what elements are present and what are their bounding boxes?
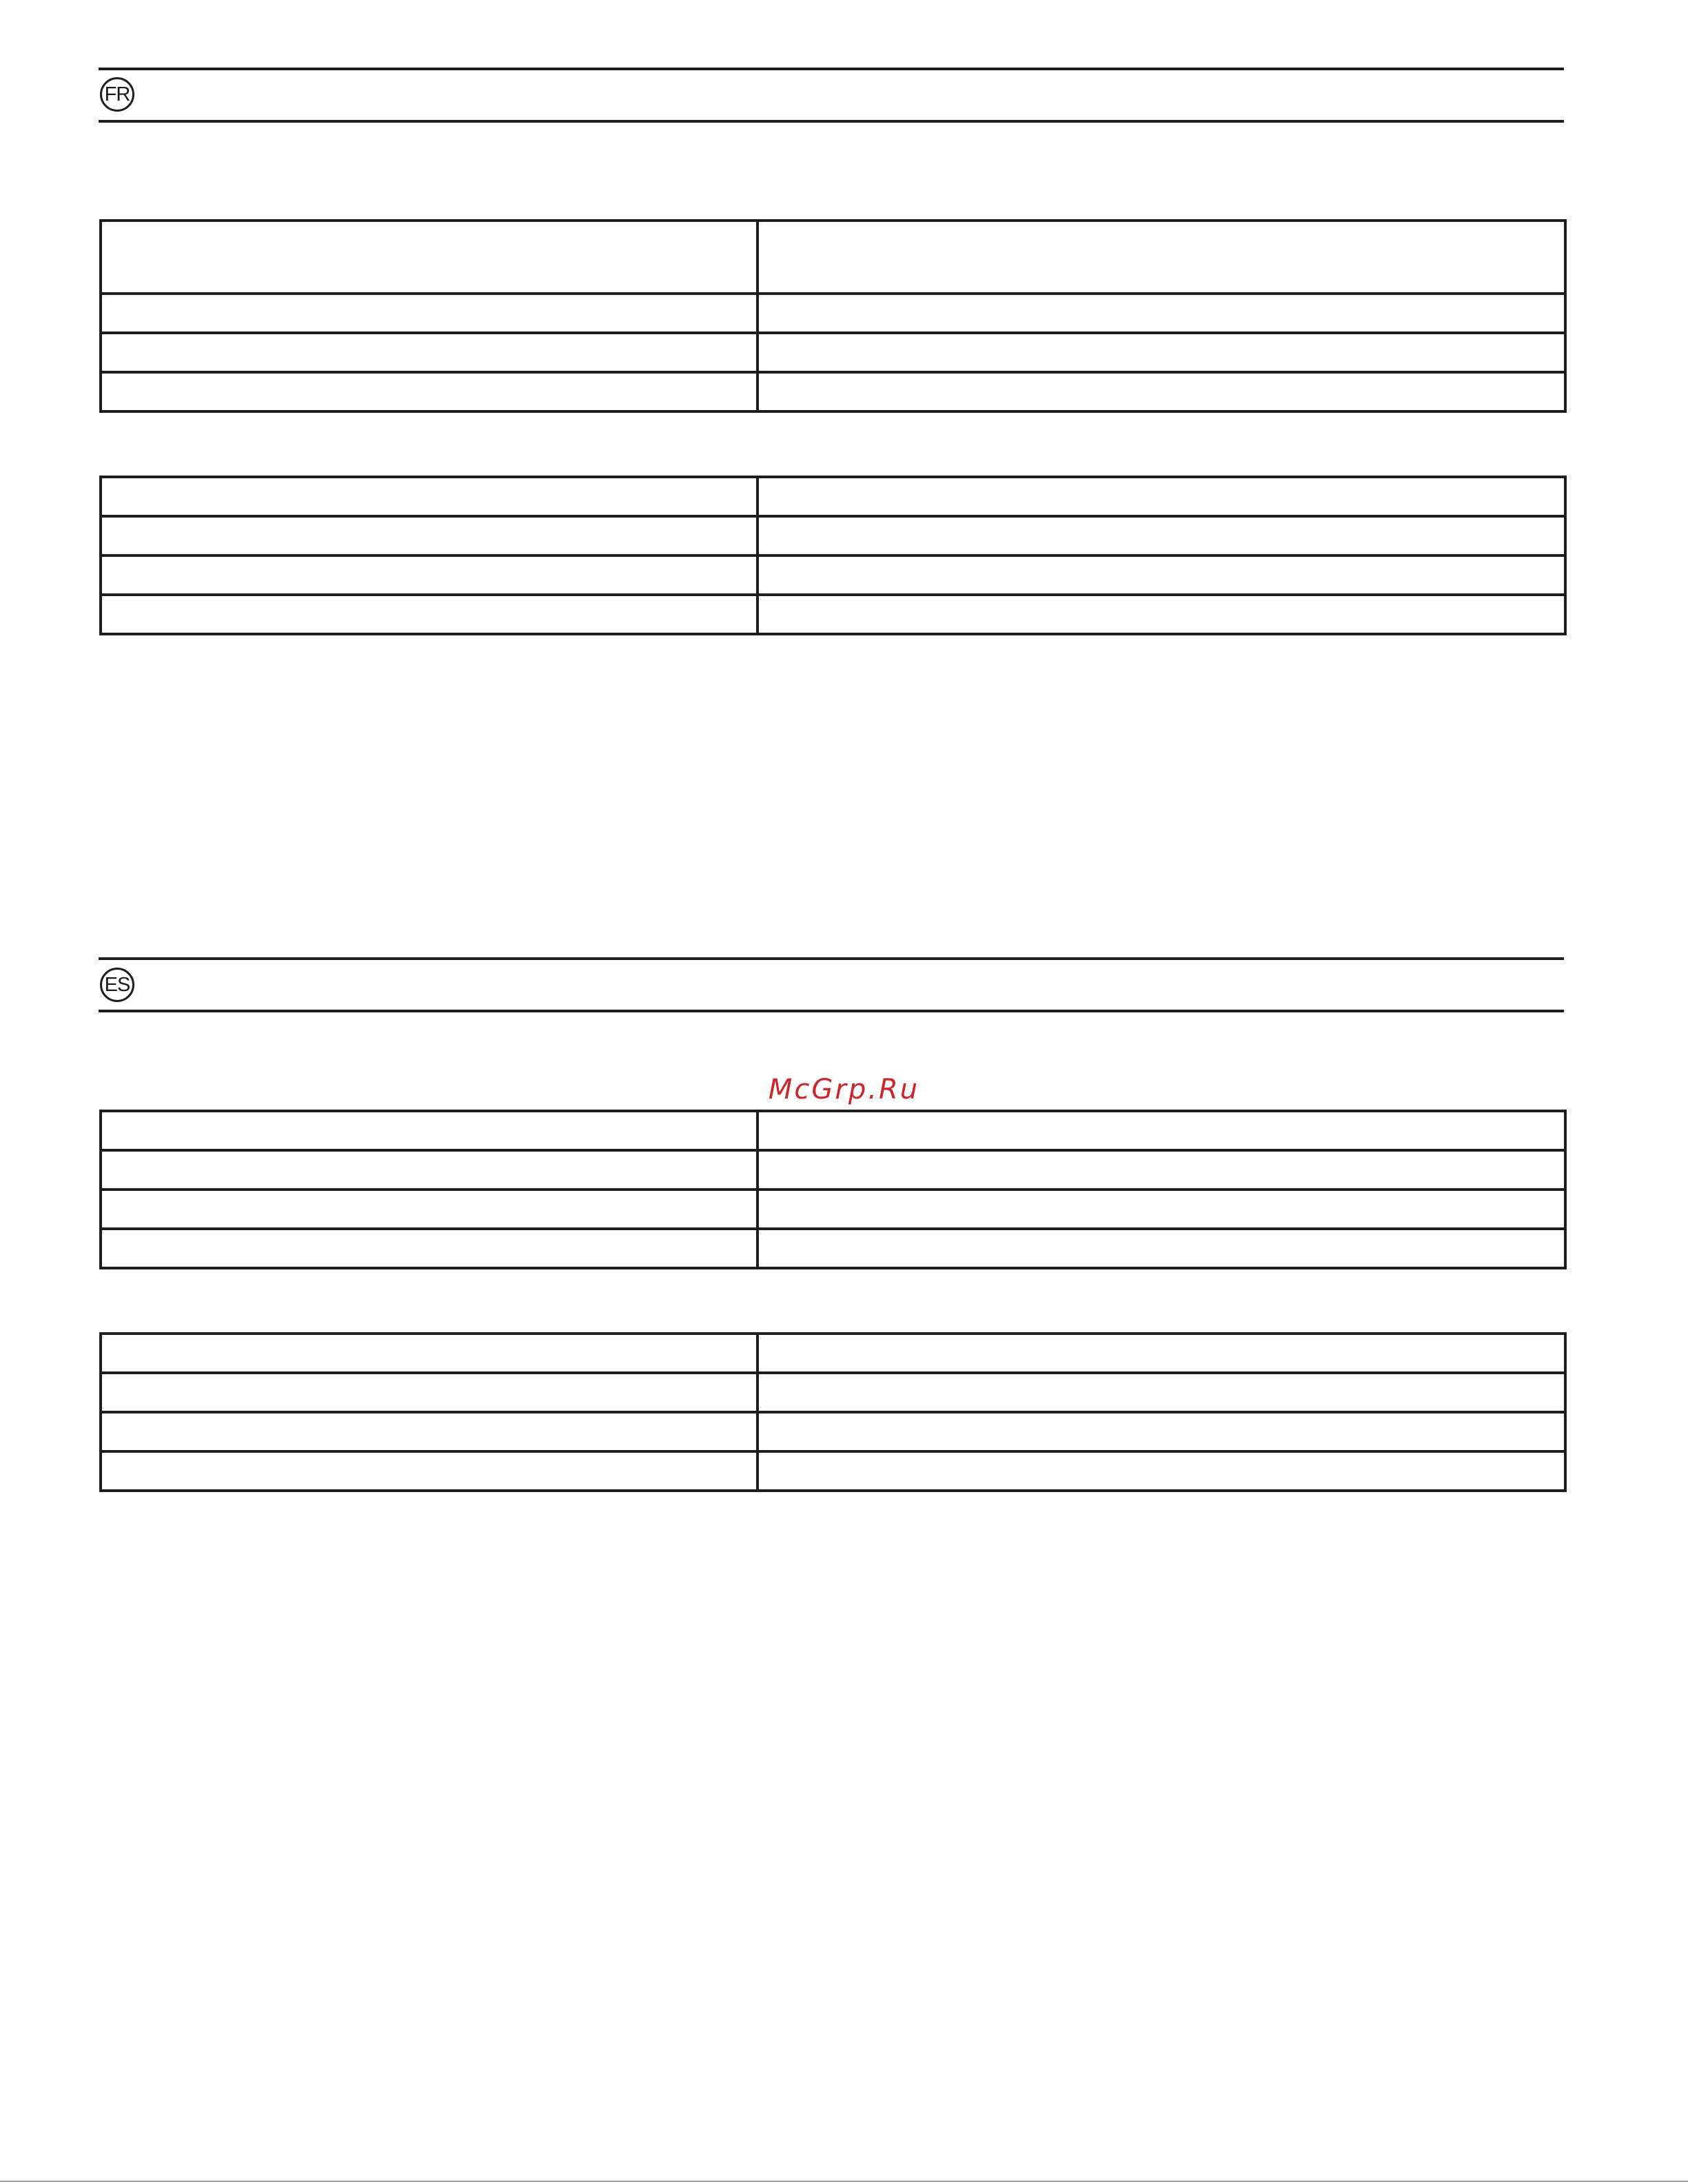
table-cell xyxy=(101,1373,757,1412)
es-language-badge xyxy=(100,968,134,1002)
table-cell xyxy=(101,1229,757,1268)
fr-table-2 xyxy=(99,476,1567,635)
table-cell xyxy=(101,477,757,516)
table-cell xyxy=(101,1412,757,1451)
table-row xyxy=(101,1229,1565,1268)
table-cell xyxy=(101,555,757,595)
fr-header-top-rule xyxy=(99,68,1564,70)
table-cell xyxy=(101,221,757,294)
fr-table-1 xyxy=(99,219,1567,413)
table-cell xyxy=(101,294,757,333)
table-row xyxy=(101,1150,1565,1190)
table-row xyxy=(101,1373,1565,1412)
fr-language-badge xyxy=(100,77,134,112)
table-row xyxy=(101,1412,1565,1451)
table-cell xyxy=(757,516,1565,555)
table-cell xyxy=(101,1334,757,1373)
table-row xyxy=(101,372,1565,411)
table-row xyxy=(101,1334,1565,1373)
table-cell xyxy=(757,1412,1565,1451)
table-cell xyxy=(757,555,1565,595)
table-row xyxy=(101,555,1565,595)
table-cell xyxy=(757,333,1565,372)
es-language-code: ES xyxy=(104,973,130,996)
table-cell xyxy=(101,333,757,372)
es-table-2 xyxy=(99,1332,1567,1492)
table-row xyxy=(101,294,1565,333)
table-cell xyxy=(757,372,1565,411)
table-cell xyxy=(757,1150,1565,1190)
table-row xyxy=(101,333,1565,372)
watermark-text: McGrp.Ru xyxy=(768,1074,920,1105)
table-cell xyxy=(101,1150,757,1190)
table-cell xyxy=(757,1334,1565,1373)
es-header-top-rule xyxy=(99,957,1564,960)
es-header-bottom-rule xyxy=(99,1010,1564,1012)
table-cell xyxy=(757,595,1565,634)
table-cell xyxy=(101,372,757,411)
table-row xyxy=(101,1190,1565,1229)
table-cell xyxy=(101,1111,757,1150)
table-row xyxy=(101,1451,1565,1491)
fr-language-code: FR xyxy=(104,83,130,105)
table-cell xyxy=(757,477,1565,516)
table-row xyxy=(101,595,1565,634)
table-cell xyxy=(757,1111,1565,1150)
table-cell xyxy=(757,1229,1565,1268)
table-cell xyxy=(757,221,1565,294)
fr-header-bottom-rule xyxy=(99,120,1564,123)
table-cell xyxy=(757,1190,1565,1229)
es-table-1 xyxy=(99,1110,1567,1269)
table-row xyxy=(101,1111,1565,1150)
table-cell xyxy=(101,1190,757,1229)
table-cell xyxy=(101,1451,757,1491)
table-row xyxy=(101,477,1565,516)
table-row xyxy=(101,516,1565,555)
table-cell xyxy=(757,1373,1565,1412)
page-footer-divider xyxy=(0,2181,1688,2182)
table-cell xyxy=(101,595,757,634)
table-cell xyxy=(757,294,1565,333)
table-row xyxy=(101,221,1565,294)
table-cell xyxy=(101,516,757,555)
table-cell xyxy=(757,1451,1565,1491)
